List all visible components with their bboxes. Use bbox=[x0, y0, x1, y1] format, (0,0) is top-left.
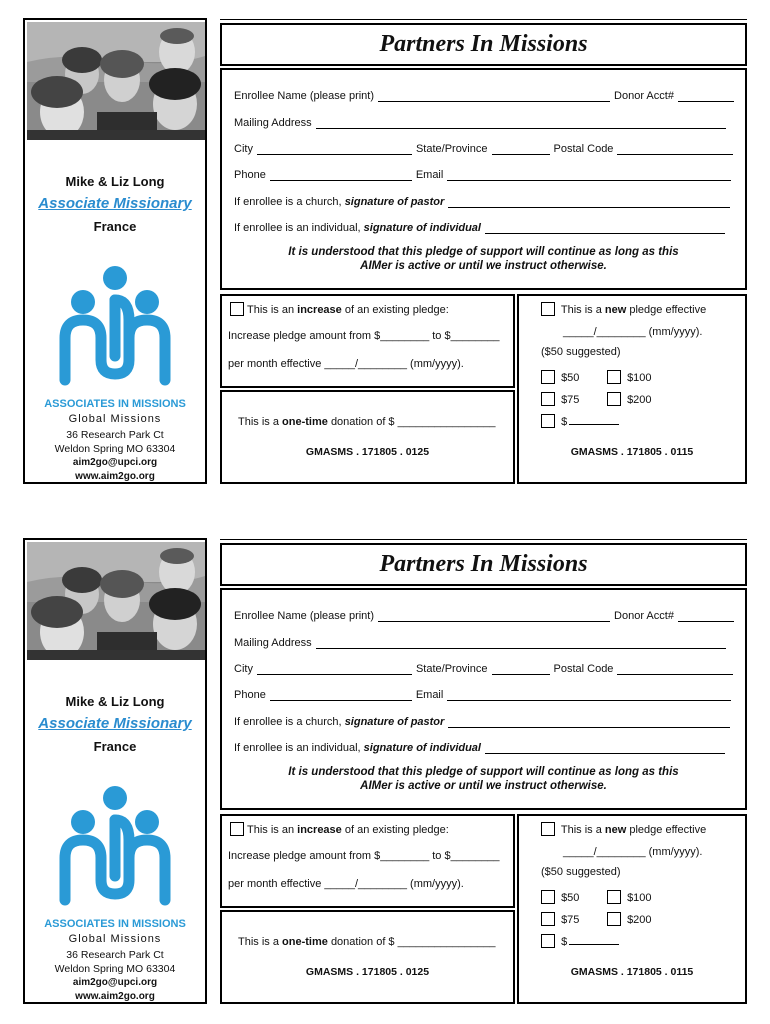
org-address-line1: 36 Research Park Ct bbox=[66, 429, 164, 441]
continuation-note-2: AIMer is active or until we instruct otherwise. bbox=[360, 260, 607, 272]
onetime-word: one-time bbox=[282, 936, 328, 948]
gmasms-code-right: GMASMS . 171805 . 0115 bbox=[570, 966, 694, 978]
new-pledge-checkbox[interactable] bbox=[541, 822, 555, 836]
increase-word: increase bbox=[297, 304, 342, 316]
enrollee-name-label: Enrollee Name (please print) bbox=[234, 90, 375, 102]
missionary-role: Associate Missionary bbox=[38, 195, 192, 212]
individual-label: If enrollee is an individual, bbox=[234, 222, 361, 234]
amount-50-label: $50 bbox=[561, 892, 580, 904]
org-name: ASSOCIATES IN MISSIONS bbox=[44, 398, 186, 410]
onetime-box bbox=[220, 910, 515, 1004]
gmasms-code-left: GMASMS . 171805 . 0125 bbox=[305, 446, 430, 458]
increase-text-post: of an existing pledge: bbox=[344, 304, 449, 316]
new-pledge-date[interactable]: _____/________ (mm/yyyy). bbox=[563, 846, 703, 858]
per-month-line[interactable]: per month effective _____/________ (mm/yyyy). bbox=[228, 358, 464, 370]
enrollee-name-field[interactable] bbox=[378, 91, 610, 102]
phone-field[interactable] bbox=[270, 690, 412, 701]
amount-75-checkbox[interactable] bbox=[541, 912, 555, 926]
donor-acct-label: Donor Acct# bbox=[614, 90, 674, 102]
onetime-amount-field[interactable]: donation of $ ________________ bbox=[330, 416, 496, 428]
church-label: If enrollee is a church, bbox=[234, 196, 342, 208]
increase-amount-line[interactable]: Increase pledge amount from $________ to $________ bbox=[228, 330, 500, 342]
enrollee-form bbox=[220, 588, 747, 810]
amount-other-field[interactable] bbox=[569, 934, 619, 945]
onetime-box bbox=[220, 390, 515, 484]
increase-text-pre: This is an bbox=[247, 824, 295, 836]
email-label: Email bbox=[415, 689, 444, 701]
amount-other-field[interactable] bbox=[569, 414, 619, 425]
org-address-line1: 36 Research Park Ct bbox=[66, 949, 164, 961]
suggested-amount: ($50 suggested) bbox=[541, 866, 621, 878]
increase-checkbox[interactable] bbox=[230, 822, 244, 836]
phone-label: Phone bbox=[234, 169, 266, 181]
city-field[interactable] bbox=[257, 664, 412, 675]
amount-50-label: $50 bbox=[561, 372, 580, 384]
family-photo bbox=[27, 22, 205, 140]
amount-75-label: $75 bbox=[561, 394, 580, 406]
amount-other-checkbox[interactable] bbox=[541, 934, 555, 948]
amount-50-checkbox[interactable] bbox=[541, 370, 555, 384]
mailing-address-field[interactable] bbox=[316, 118, 726, 129]
increase-word: increase bbox=[297, 824, 342, 836]
state-field[interactable] bbox=[492, 664, 550, 675]
title-bar bbox=[220, 23, 747, 66]
state-label: State/Province bbox=[415, 143, 488, 155]
city-label: City bbox=[234, 663, 253, 675]
increase-checkbox[interactable] bbox=[230, 302, 244, 316]
missionary-country: France bbox=[93, 739, 137, 754]
amount-50-checkbox[interactable] bbox=[541, 890, 555, 904]
continuation-note-1: It is understood that this pledge of support will continue as long as this bbox=[288, 246, 679, 258]
onetime-text-pre: This is a bbox=[238, 416, 279, 428]
amount-100-checkbox[interactable] bbox=[607, 370, 621, 384]
amount-other-label: $ bbox=[561, 936, 568, 948]
postal-field[interactable] bbox=[617, 664, 733, 675]
missionary-country: France bbox=[93, 219, 137, 234]
increase-text-post: of an existing pledge: bbox=[344, 824, 449, 836]
increase-amount-line[interactable]: Increase pledge amount from $________ to $________ bbox=[228, 850, 500, 862]
org-subtitle: Global Missions bbox=[68, 933, 162, 945]
family-photo bbox=[27, 542, 205, 660]
org-name: ASSOCIATES IN MISSIONS bbox=[44, 918, 186, 930]
suggested-amount: ($50 suggested) bbox=[541, 346, 621, 358]
missionary-name: Mike & Liz Long bbox=[65, 694, 165, 709]
new-text-pre: This is a bbox=[560, 824, 602, 836]
amount-100-label: $100 bbox=[627, 372, 652, 384]
onetime-text-pre: This is a bbox=[238, 936, 279, 948]
postal-label: Postal Code bbox=[553, 663, 614, 675]
donor-acct-field[interactable] bbox=[678, 91, 734, 102]
gmasms-code-right: GMASMS . 171805 . 0115 bbox=[570, 446, 694, 458]
pastor-signature-label: signature of pastor bbox=[344, 716, 445, 728]
mailing-address-label: Mailing Address bbox=[234, 117, 312, 129]
state-field[interactable] bbox=[492, 144, 550, 155]
email-label: Email bbox=[415, 169, 444, 181]
enrollee-form bbox=[220, 68, 747, 290]
mailing-address-label: Mailing Address bbox=[234, 637, 312, 649]
enrollee-name-field[interactable] bbox=[378, 611, 610, 622]
amount-other-label: $ bbox=[561, 416, 568, 428]
form-title: Partners In Missions bbox=[379, 31, 588, 57]
amount-other-checkbox[interactable] bbox=[541, 414, 555, 428]
amount-200-label: $200 bbox=[627, 914, 652, 926]
pastor-signature-label: signature of pastor bbox=[344, 196, 445, 208]
phone-field[interactable] bbox=[270, 170, 412, 181]
org-website[interactable]: www.aim2go.org bbox=[75, 471, 155, 482]
individual-label: If enrollee is an individual, bbox=[234, 742, 361, 754]
per-month-line[interactable]: per month effective _____/________ (mm/yyyy). bbox=[228, 878, 464, 890]
title-bar bbox=[220, 543, 747, 586]
amount-100-checkbox[interactable] bbox=[607, 890, 621, 904]
continuation-note-1: It is understood that this pledge of support will continue as long as this bbox=[288, 766, 679, 778]
increase-text-pre: This is an bbox=[247, 304, 295, 316]
onetime-amount-field[interactable]: donation of $ ________________ bbox=[330, 936, 496, 948]
amount-200-checkbox[interactable] bbox=[607, 912, 621, 926]
gmasms-code-left: GMASMS . 171805 . 0125 bbox=[305, 966, 430, 978]
donor-acct-label: Donor Acct# bbox=[614, 610, 674, 622]
new-pledge-box bbox=[517, 294, 747, 484]
org-email[interactable]: aim2go@upci.org bbox=[72, 457, 158, 468]
email-field[interactable] bbox=[447, 690, 731, 701]
missionary-role: Associate Missionary bbox=[38, 715, 192, 732]
pastor-signature-field[interactable] bbox=[448, 717, 730, 728]
individual-signature-field[interactable] bbox=[485, 743, 725, 754]
aim-logo-icon bbox=[55, 260, 175, 400]
postal-field[interactable] bbox=[617, 144, 733, 155]
new-word: new bbox=[604, 824, 627, 836]
new-text-pre: This is a bbox=[560, 304, 602, 316]
continuation-note-2: AIMer is active or until we instruct otherwise. bbox=[360, 780, 607, 792]
pledge-card-2 bbox=[23, 538, 747, 1004]
increase-pledge-box bbox=[220, 814, 515, 908]
org-address-line2: Weldon Spring MO 63304 bbox=[54, 963, 176, 975]
org-website[interactable]: www.aim2go.org bbox=[75, 991, 155, 1002]
new-pledge-date[interactable]: _____/________ (mm/yyyy). bbox=[563, 326, 703, 338]
pastor-signature-field[interactable] bbox=[448, 197, 730, 208]
missionary-name: Mike & Liz Long bbox=[65, 174, 165, 189]
org-subtitle: Global Missions bbox=[68, 413, 162, 425]
org-address-line2: Weldon Spring MO 63304 bbox=[54, 443, 176, 455]
new-pledge-box bbox=[517, 814, 747, 1004]
amount-200-label: $200 bbox=[627, 394, 652, 406]
individual-signature-label: signature of individual bbox=[363, 742, 481, 754]
org-email[interactable]: aim2go@upci.org bbox=[72, 977, 158, 988]
phone-label: Phone bbox=[234, 689, 266, 701]
pledge-card-1 bbox=[23, 18, 747, 484]
new-word: new bbox=[604, 304, 627, 316]
aim-logo-icon bbox=[55, 780, 175, 920]
individual-signature-label: signature of individual bbox=[363, 222, 481, 234]
enrollee-name-label: Enrollee Name (please print) bbox=[234, 610, 375, 622]
onetime-word: one-time bbox=[282, 416, 328, 428]
missionary-panel bbox=[23, 538, 207, 1004]
state-label: State/Province bbox=[415, 663, 488, 675]
individual-signature-field[interactable] bbox=[485, 223, 725, 234]
new-text-post: pledge effective bbox=[629, 304, 707, 316]
amount-75-label: $75 bbox=[561, 914, 580, 926]
church-label: If enrollee is a church, bbox=[234, 716, 342, 728]
postal-label: Postal Code bbox=[553, 143, 614, 155]
mailing-address-field[interactable] bbox=[316, 638, 726, 649]
new-text-post: pledge effective bbox=[629, 824, 707, 836]
amount-100-label: $100 bbox=[627, 892, 652, 904]
new-pledge-checkbox[interactable] bbox=[541, 302, 555, 316]
amount-200-checkbox[interactable] bbox=[607, 392, 621, 406]
email-field[interactable] bbox=[447, 170, 731, 181]
increase-pledge-box bbox=[220, 294, 515, 388]
city-field[interactable] bbox=[257, 144, 412, 155]
city-label: City bbox=[234, 143, 253, 155]
amount-75-checkbox[interactable] bbox=[541, 392, 555, 406]
form-title: Partners In Missions bbox=[379, 551, 588, 577]
donor-acct-field[interactable] bbox=[678, 611, 734, 622]
missionary-panel bbox=[23, 18, 207, 484]
